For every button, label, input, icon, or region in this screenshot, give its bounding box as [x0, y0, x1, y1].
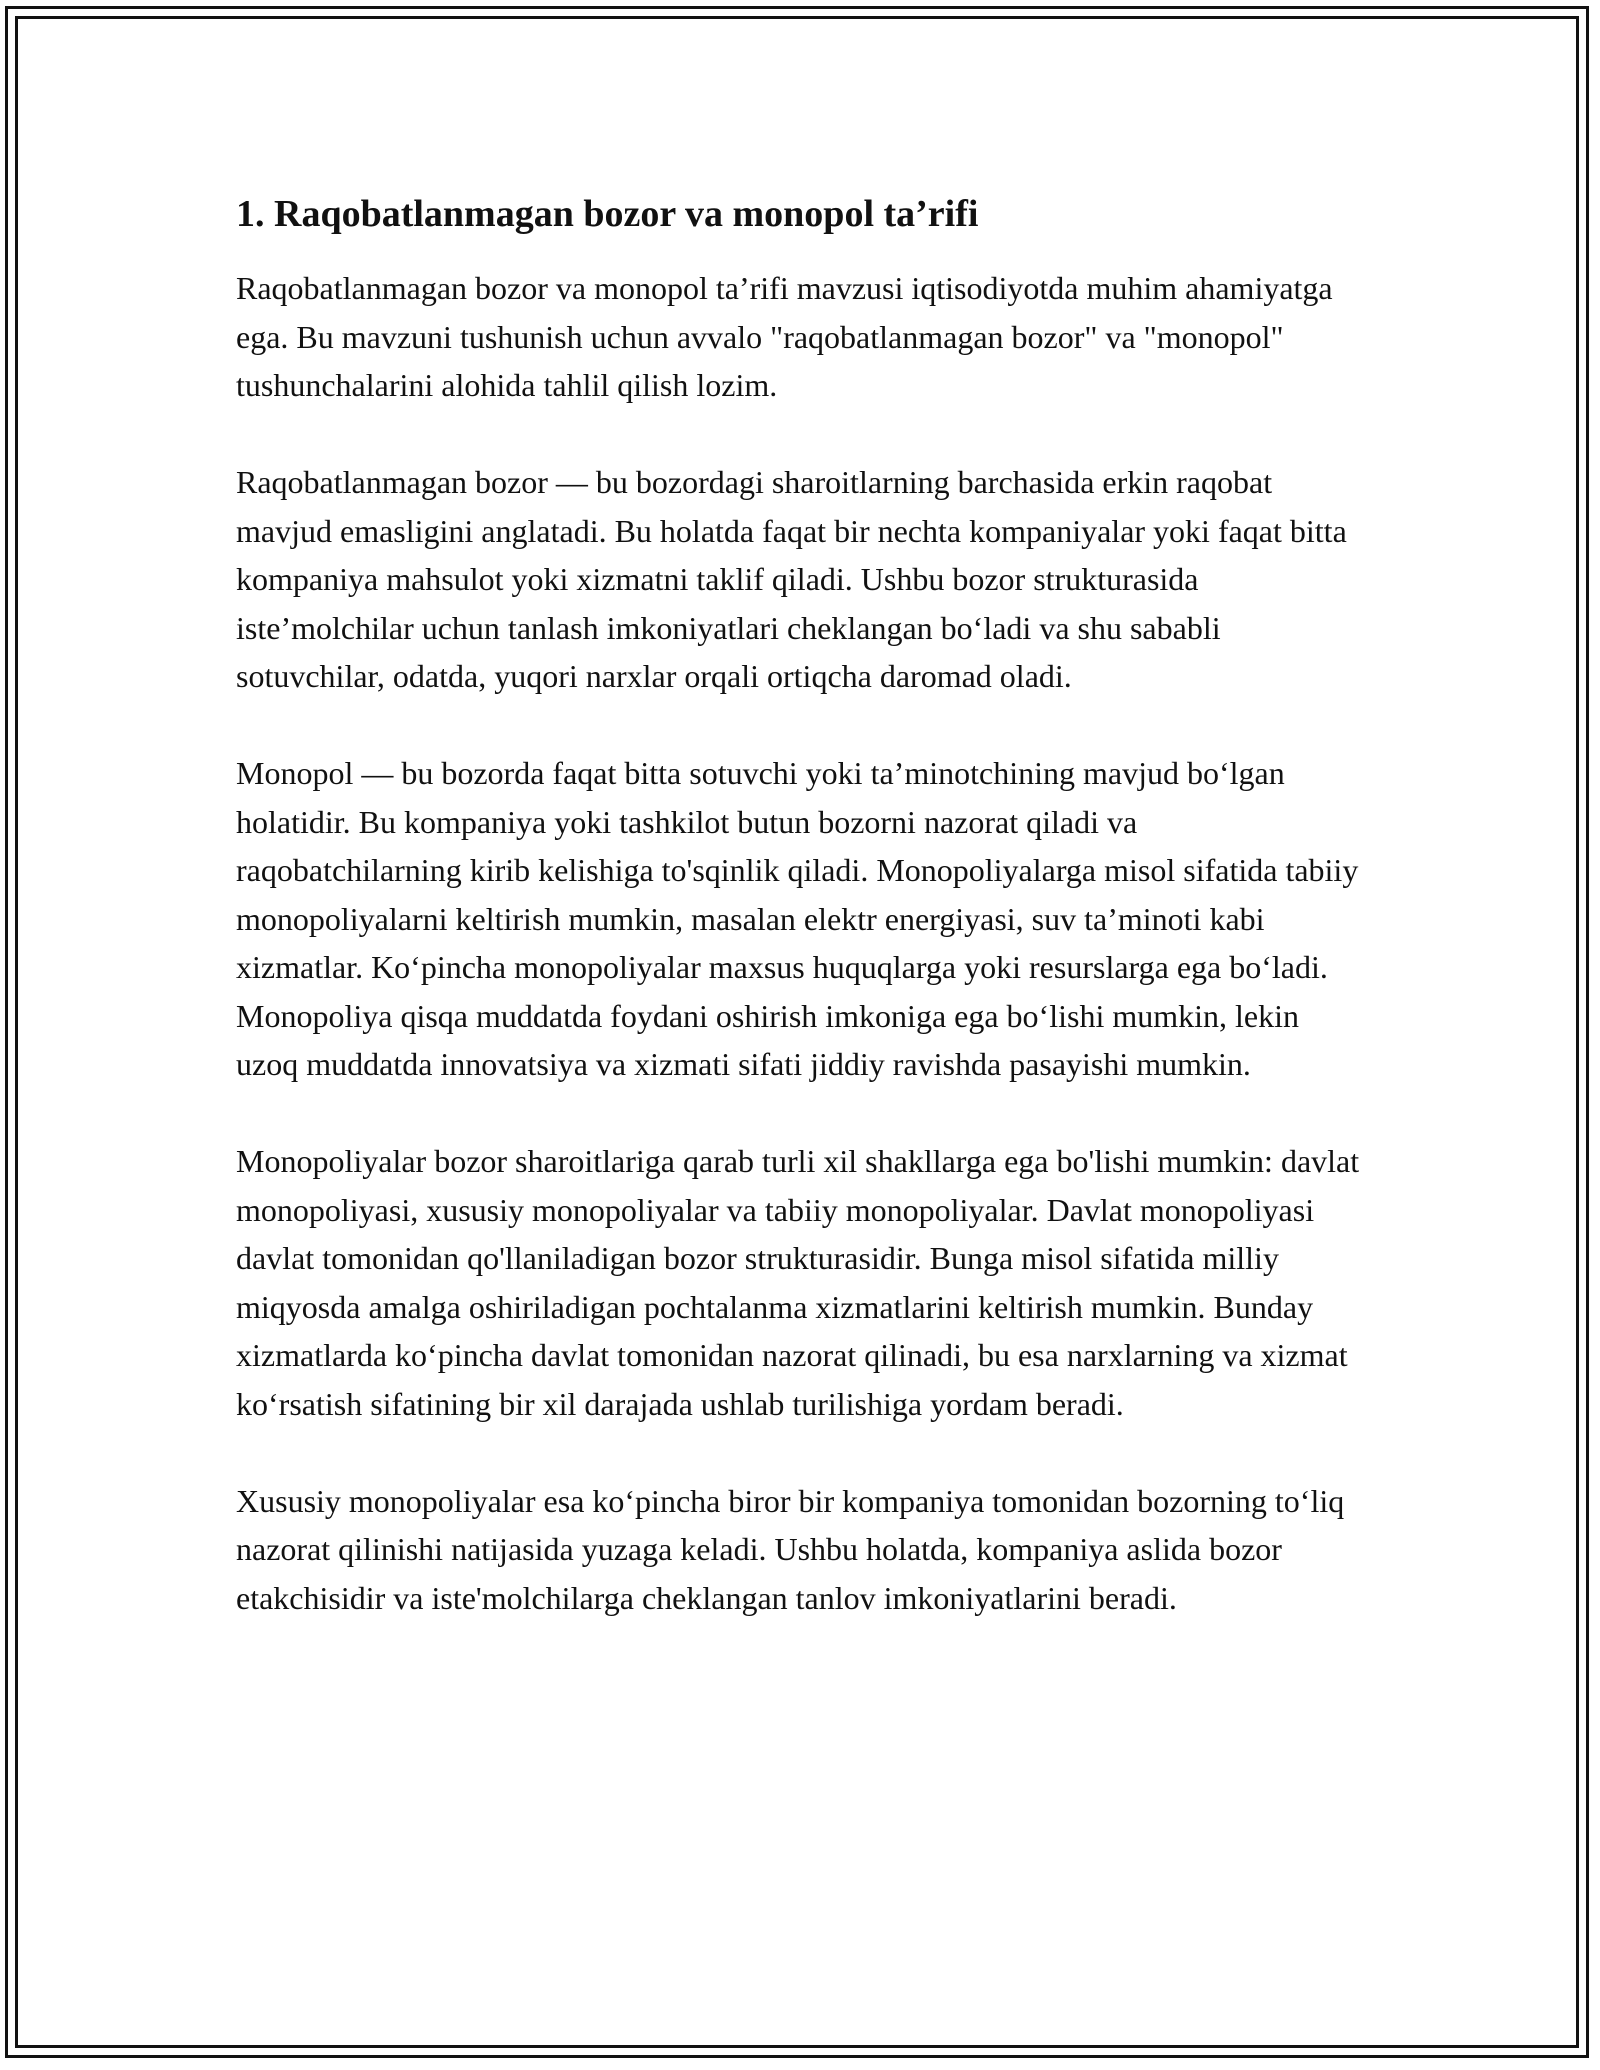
paragraph-intro: Raqobatlanmagan bozor va monopol ta’rifi mavzusi iqtisodiyotda muhim ahamiyatga ega. Bu mavzuni tushunish uchun avvalo "raqobatlanmagan bozor" va "monopol" tushunchalarini alohida tahlil qilish lozim.	[236, 270, 1333, 403]
paragraph-monopoly-types: Monopoliyalar bozor sharoitlariga qarab turli xil shakllarga ega bo'lishi mumkin: davlat monopoliyasi, xususiy monopoliyalar va tabiiy monopoliyalar. Davlat monopoliyasi davlat tomonidan qo'llaniladigan bozor strukturasidir. Bunga misol sifatida milliy miqyosda amalga oshiriladigan pochtalanma xizmatlarini keltirish mumkin. Bunday xizmatlarda ko‘pincha davlat tomonidan nazorat qilinadi, bu esa narxlarning va xizmat ko‘rsatish sifatining bir xil darajada ushlab turilishiga yordam beradi.	[236, 1143, 1360, 1422]
paragraph-monopoly-definition: Monopol — bu bozorda faqat bitta sotuvchi yoki ta’minotchining mavjud bo‘lgan holatidir. Bu kompaniya yoki tashkilot butun bozorni nazorat qiladi va raqobatchilarning kirib kelishiga to'sqinlik qiladi. Monopoliyalarga misol sifatida tabiiy monopoliyalarni keltirish mumkin, masalan elektr energiyasi, suv ta’minoti kabi xizmatlar. Ko‘pincha monopoliyalar maxsus huquqlarga yoki resurslarga ega bo‘ladi. Monopoliya qisqa muddatda foydani oshirish imkoniga ega bo‘lishi mumkin, lekin uzoq muddatda innovatsiya va xizmati sifati jiddiy ravishda pasayishi mumkin.	[236, 755, 1359, 1082]
paragraph-noncompetitive-market: Raqobatlanmagan bozor — bu bozordagi sharoitlarning barchasida erkin raqobat mavjud emasligini anglatadi. Bu holatda faqat bir nechta kompaniyalar yoki faqat bitta kompaniya mahsulot yoki xizmatni taklif qiladi. Ushbu bozor strukturasida iste’molchilar uchun tanlash imkoniyatlari cheklangan bo‘ladi va shu sababli sotuvchilar, odatda, yuqori narxlar orqali ortiqcha daromad oladi.	[236, 464, 1347, 694]
document-body	[236, 186, 1366, 1671]
section-heading: 1. Raqobatlanmagan bozor va monopol ta’rifi	[236, 193, 979, 235]
paragraph-private-monopoly: Xususiy monopoliyalar esa ko‘pincha biror bir kompaniya tomonidan bozorning to‘liq nazorat qilinishi natijasida yuzaga keladi. Ushbu holatda, kompaniya aslida bozor etakchisidir va iste'molchilarga cheklangan tanlov imkoniyatlarini beradi.	[236, 1482, 1345, 1616]
